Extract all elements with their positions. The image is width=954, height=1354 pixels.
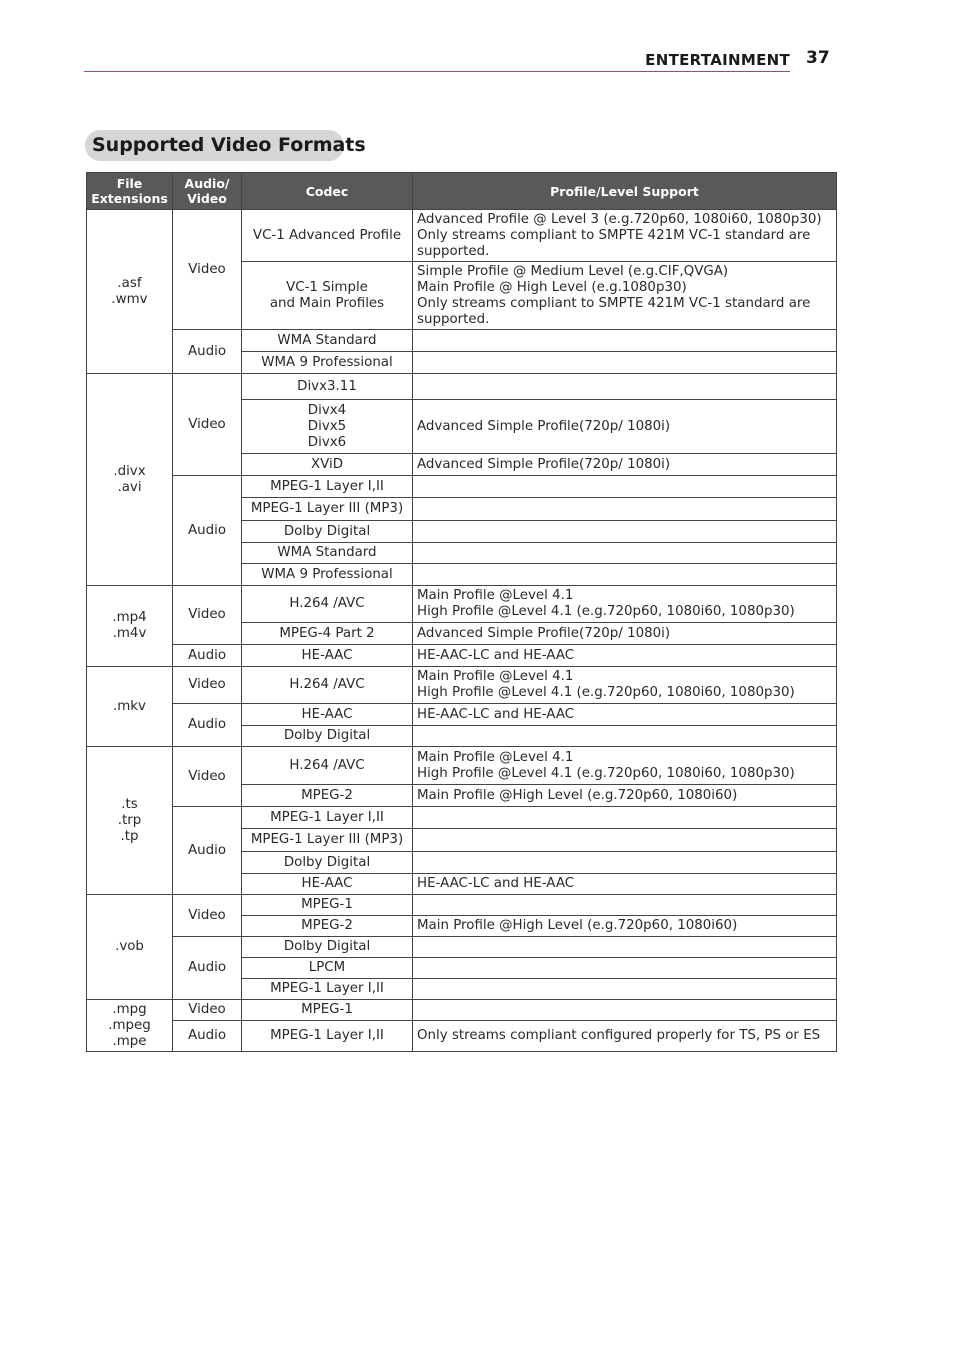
codec-cell — [242, 1000, 413, 1021]
codec-label: MPEG-1 Layer I,II — [270, 478, 384, 494]
codec-label: MPEG-2 — [301, 787, 353, 803]
stream-type-cell: Video — [173, 895, 242, 937]
page-number: 37 — [806, 48, 830, 68]
codec-cell — [242, 521, 413, 543]
codec-label: XViD — [310, 456, 344, 472]
extension-label: .mpeg — [108, 1017, 151, 1033]
table-row — [87, 807, 837, 829]
codec-cell — [242, 895, 413, 916]
profile-line: Advanced Profile @ Level 3 (e.g.720p60, 1080i60, 1080p30) — [417, 211, 822, 227]
codec-cell — [242, 330, 413, 352]
stream-type-cell: Video — [173, 1000, 242, 1021]
codec-cell — [242, 704, 413, 726]
profile-line: Main Profile @Level 4.1 — [417, 669, 574, 684]
table-row — [87, 330, 837, 352]
codec-cell — [242, 400, 413, 454]
stream-type-cell: Video — [173, 586, 242, 645]
profile-level-cell — [413, 704, 837, 726]
profile-line: High Profile @Level 4.1 (e.g.720p60, 1080i60, 1080p30) — [417, 765, 795, 781]
profile-level-cell — [413, 667, 837, 704]
codec-label: WMA Standard — [277, 545, 377, 560]
codec-cell — [242, 374, 413, 400]
file-extension-cell — [87, 1000, 173, 1052]
codec-cell — [242, 210, 413, 262]
file-extension-cell — [87, 747, 173, 895]
profile-level-cell — [413, 521, 837, 543]
stream-type-cell: Audio — [173, 1021, 242, 1052]
codec-cell — [242, 1021, 413, 1052]
extension-label: .divx — [113, 463, 146, 479]
codec-label: HE-AAC — [301, 876, 353, 891]
header-profile-level: Profile/Level Support — [413, 173, 837, 210]
codec-label: WMA Standard — [277, 332, 377, 348]
codec-label: Divx5 — [307, 418, 347, 434]
header-line: Video — [187, 191, 227, 206]
file-extension-cell — [87, 586, 173, 667]
table-row — [87, 895, 837, 916]
table-row — [87, 1000, 837, 1021]
stream-type-cell: Audio — [173, 330, 242, 374]
profile-level-cell — [413, 1000, 837, 1021]
table-header-row — [87, 173, 837, 210]
profile-line: Main Profile @High Level (e.g.720p60, 1080i60) — [417, 787, 738, 803]
table-row — [87, 747, 837, 785]
codec-label: VC-1 Simple — [286, 279, 368, 295]
profile-line: Only streams compliant configured properly for TS, PS or ES — [417, 1028, 821, 1043]
stream-type-cell: Audio — [173, 645, 242, 667]
codec-label: Divx6 — [307, 434, 347, 450]
extension-label: .avi — [117, 479, 142, 495]
profile-level-cell — [413, 829, 837, 852]
profile-level-cell — [413, 895, 837, 916]
profile-level-cell — [413, 1021, 837, 1052]
codec-cell — [242, 807, 413, 829]
profile-level-cell — [413, 958, 837, 979]
codec-cell — [242, 852, 413, 874]
header-line: Extensions — [91, 191, 168, 206]
profile-level-cell — [413, 352, 837, 374]
codec-cell — [242, 645, 413, 667]
codec-label: MPEG-2 — [301, 918, 353, 933]
profile-line: High Profile @Level 4.1 (e.g.720p60, 1080i60, 1080p30) — [417, 604, 795, 619]
profile-level-cell — [413, 262, 837, 330]
stream-type-cell: Video — [173, 374, 242, 476]
codec-cell — [242, 498, 413, 521]
table-row — [87, 667, 837, 704]
table-row — [87, 645, 837, 667]
codec-cell — [242, 829, 413, 852]
header-file-extensions — [87, 173, 173, 210]
codec-cell — [242, 726, 413, 747]
header-rule — [84, 71, 790, 72]
profile-level-cell — [413, 564, 837, 586]
profile-line: Main Profile @ High Level (e.g.1080p30) — [417, 279, 687, 295]
table-body — [87, 210, 837, 1052]
codec-cell — [242, 586, 413, 623]
profile-level-cell — [413, 874, 837, 895]
codec-label: MPEG-1 Layer I,II — [270, 1028, 384, 1043]
stream-type-cell: Video — [173, 667, 242, 704]
codec-label: Dolby Digital — [283, 939, 371, 954]
profile-line: HE-AAC-LC and HE-AAC — [417, 647, 575, 663]
codec-cell — [242, 262, 413, 330]
profile-level-cell — [413, 852, 837, 874]
profile-level-cell — [413, 785, 837, 807]
extension-label: .mpg — [112, 1001, 147, 1017]
codec-label: HE-AAC — [301, 647, 353, 663]
table-row — [87, 937, 837, 958]
codec-cell — [242, 543, 413, 564]
codec-cell — [242, 623, 413, 645]
file-extension-cell — [87, 210, 173, 374]
profile-level-cell — [413, 586, 837, 623]
codec-label: Divx3.11 — [297, 378, 357, 394]
table-row — [87, 704, 837, 726]
codec-cell — [242, 958, 413, 979]
profile-level-cell — [413, 330, 837, 352]
codec-label: Divx4 — [307, 402, 347, 418]
codec-label: MPEG-1 Layer III (MP3) — [250, 832, 404, 847]
profile-line: Only streams compliant to SMPTE 421M VC-1 standard are — [417, 227, 811, 243]
profile-line: Main Profile @Level 4.1 — [417, 588, 574, 603]
codec-label: Dolby Digital — [283, 854, 371, 870]
profile-level-cell — [413, 623, 837, 645]
codec-cell — [242, 454, 413, 476]
profile-level-cell — [413, 726, 837, 747]
codec-label: MPEG-1 Layer I,II — [270, 981, 384, 996]
header-audio-video — [173, 173, 242, 210]
codec-label: and Main Profiles — [269, 295, 385, 311]
profile-level-cell — [413, 645, 837, 667]
section-name: ENTERTAINMENT — [645, 51, 790, 69]
file-extension-cell — [87, 895, 173, 1000]
profile-line: Advanced Simple Profile(720p/ 1080i) — [417, 456, 671, 472]
extension-label: .ts — [121, 796, 138, 812]
codec-label: Dolby Digital — [283, 728, 371, 743]
profile-line: Simple Profile @ Medium Level (e.g.CIF,QVGA) — [417, 263, 729, 279]
extension-label: .wmv — [111, 291, 148, 307]
codec-label: H.264 /AVC — [289, 757, 365, 773]
codec-cell — [242, 352, 413, 374]
extension-label: .tp — [120, 828, 139, 844]
profile-line: Advanced Simple Profile(720p/ 1080i) — [417, 625, 671, 641]
page-title: Supported Video Formats — [85, 130, 344, 161]
profile-line: HE-AAC-LC and HE-AAC — [417, 706, 575, 722]
table-row — [87, 1021, 837, 1052]
header-codec: Codec — [242, 173, 413, 210]
file-extension-cell — [87, 374, 173, 586]
supported-formats-table — [86, 172, 837, 1052]
profile-line: Main Profile @Level 4.1 — [417, 749, 574, 765]
header-line: File — [116, 176, 143, 191]
codec-cell — [242, 747, 413, 785]
profile-level-cell — [413, 374, 837, 400]
codec-label: MPEG-1 Layer I,II — [270, 809, 384, 825]
codec-label: VC-1 Advanced Profile — [252, 227, 402, 243]
file-extension-cell — [87, 667, 173, 747]
profile-line: Advanced Simple Profile(720p/ 1080i) — [417, 418, 671, 434]
table-row — [87, 374, 837, 400]
profile-level-cell — [413, 747, 837, 785]
profile-level-cell — [413, 543, 837, 564]
codec-label: WMA 9 Professional — [261, 354, 393, 370]
profile-line: HE-AAC-LC and HE-AAC — [417, 876, 575, 891]
codec-label: H.264 /AVC — [289, 677, 365, 692]
stream-type-cell: Video — [173, 747, 242, 807]
extension-label: .vob — [115, 939, 144, 954]
profile-line: supported. — [417, 243, 490, 259]
codec-label: Dolby Digital — [283, 523, 371, 539]
profile-level-cell — [413, 476, 837, 498]
codec-label: LPCM — [308, 960, 346, 975]
stream-type-cell: Video — [173, 210, 242, 330]
profile-level-cell — [413, 498, 837, 521]
table-row — [87, 476, 837, 498]
codec-cell — [242, 937, 413, 958]
profile-level-cell — [413, 916, 837, 937]
profile-line: High Profile @Level 4.1 (e.g.720p60, 1080i60, 1080p30) — [417, 685, 795, 700]
table-row — [87, 210, 837, 262]
profile-line: Only streams compliant to SMPTE 421M VC-1 standard are — [417, 295, 811, 311]
codec-label: HE-AAC — [301, 706, 353, 722]
codec-label: MPEG-4 Part 2 — [279, 625, 375, 641]
codec-cell — [242, 667, 413, 704]
stream-type-cell: Audio — [173, 476, 242, 586]
profile-level-cell — [413, 807, 837, 829]
stream-type-cell: Audio — [173, 937, 242, 1000]
profile-line: supported. — [417, 311, 490, 327]
extension-label: .m4v — [112, 626, 147, 641]
profile-level-cell — [413, 210, 837, 262]
codec-cell — [242, 785, 413, 807]
codec-cell — [242, 564, 413, 586]
stream-type-cell: Audio — [173, 807, 242, 895]
codec-label: H.264 /AVC — [289, 596, 365, 611]
stream-type-cell: Audio — [173, 704, 242, 747]
profile-level-cell — [413, 937, 837, 958]
profile-level-cell — [413, 400, 837, 454]
profile-level-cell — [413, 454, 837, 476]
codec-cell — [242, 476, 413, 498]
table-row — [87, 586, 837, 623]
codec-label: MPEG-1 Layer III (MP3) — [250, 501, 404, 516]
codec-label: MPEG-1 — [301, 1002, 353, 1017]
codec-cell — [242, 979, 413, 1000]
codec-label: WMA 9 Professional — [261, 566, 393, 582]
extension-label: .mkv — [113, 698, 146, 714]
extension-label: .asf — [117, 275, 142, 291]
codec-label: MPEG-1 — [301, 897, 353, 912]
extension-label: .mp4 — [112, 610, 147, 625]
codec-cell — [242, 916, 413, 937]
extension-label: .mpe — [112, 1033, 147, 1049]
codec-cell — [242, 874, 413, 895]
profile-line: Main Profile @High Level (e.g.720p60, 1080i60) — [417, 918, 738, 933]
header-line: Audio/ — [184, 176, 230, 191]
extension-label: .trp — [117, 812, 142, 828]
profile-level-cell — [413, 979, 837, 1000]
